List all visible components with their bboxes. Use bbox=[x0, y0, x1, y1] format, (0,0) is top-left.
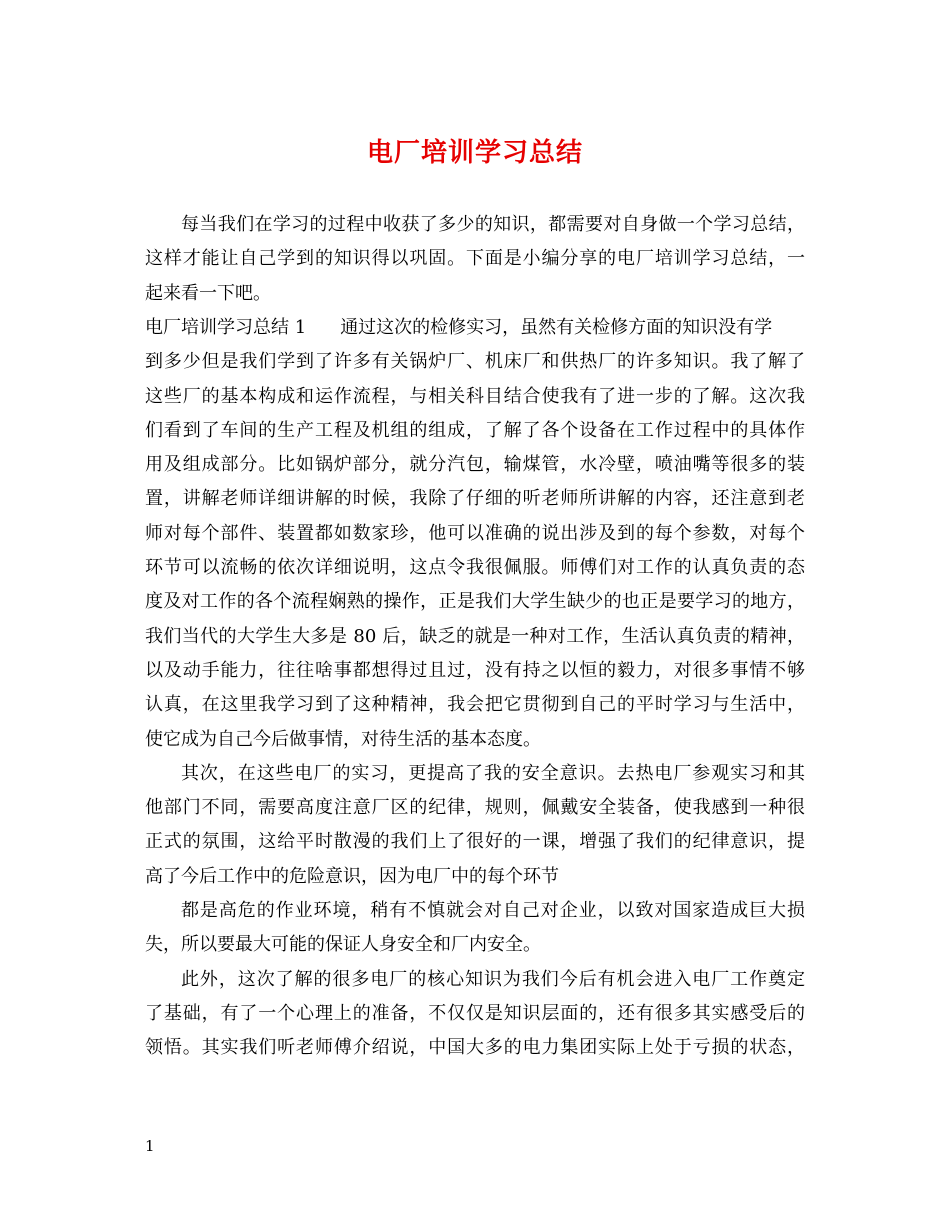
body-line: 领悟。其实我们听老师傅介绍说，中国大多的电力集团实际上处于亏损的状态， bbox=[145, 1037, 805, 1059]
body-line: 正式的氛围，这给平时散漫的我们上了很好的一课，增强了我们的纪律意识，提 bbox=[145, 831, 805, 853]
body-line: 认真，在这里我学习到了这种精神，我会把它贯彻到自己的平时学习与生活中， bbox=[145, 694, 805, 716]
body-line: 师对每个部件、装置都如数家珍，他可以准确的说出涉及到的每个参数，对每个 bbox=[145, 522, 805, 544]
body-line: 了基础，有了一个心理上的准备，不仅仅是知识层面的，还有很多其实感受后的 bbox=[145, 1002, 805, 1024]
body-line: 用及组成部分。比如锅炉部分，就分汽包，输煤管，水冷壁，喷油嘴等很多的装 bbox=[145, 454, 805, 476]
body-line: 失，所以要最大可能的保证人身安全和厂内安全。 bbox=[145, 934, 541, 956]
body-line: 使它成为自己今后做事情，对待生活的基本态度。 bbox=[145, 728, 541, 750]
body-line: 们看到了车间的生产工程及机组的组成，了解了各个设备在工作过程中的具体作 bbox=[145, 419, 805, 441]
section-first-sentence: 通过这次的检修实习，虽然有关检修方面的知识没有学 bbox=[340, 316, 773, 338]
body-line: 起来看一下吧。 bbox=[145, 282, 271, 304]
body-line: 他部门不同，需要高度注意厂区的纪律，规则，佩戴安全装备，使我感到一种很 bbox=[145, 797, 805, 819]
body-line: 都是高危的作业环境，稍有不慎就会对自己对企业，以致对国家造成巨大损 bbox=[181, 900, 805, 921]
body-line: 高了今后工作中的危险意识，因为电厂中的每个环节 bbox=[145, 865, 559, 887]
body-line: 这样才能让自己学到的知识得以巩固。下面是小编分享的电厂培训学习总结，一 bbox=[145, 248, 805, 270]
document-title: 电厂培训学习总结 bbox=[366, 138, 583, 168]
body-line: 每当我们在学习的过程中收获了多少的知识，都需要对自身做一个学习总结， bbox=[181, 214, 805, 235]
section-heading: 电厂培训学习总结 1 bbox=[145, 316, 307, 338]
body-line: 度及对工作的各个流程娴熟的操作，正是我们大学生缺少的也正是要学习的地方， bbox=[145, 591, 805, 613]
body-line: 到多少但是我们学到了许多有关锅炉厂、机床厂和供热厂的许多知识。我了解了 bbox=[145, 351, 805, 373]
body-line: 置，讲解老师详细讲解的时候，我除了仔细的听老师所讲解的内容，还注意到老 bbox=[145, 488, 805, 510]
body-line: 这些厂的基本构成和运作流程，与相关科目结合使我有了进一步的了解。这次我 bbox=[145, 385, 805, 407]
body-line: 此外，这次了解的很多电厂的核心知识为我们今后有机会进入电厂工作奠定 bbox=[181, 968, 805, 990]
body-line: 其次，在这些电厂的实习，更提高了我的安全意识。去热电厂参观实习和其 bbox=[181, 762, 805, 784]
body-line: 我们当代的大学生大多是 80 后，缺乏的就是一种对工作，生活认真负责的精神， bbox=[145, 625, 805, 647]
body-line: 环节可以流畅的依次详细说明，这点令我很佩服。师傅们对工作的认真负责的态 bbox=[145, 557, 805, 578]
body-line: 以及动手能力，往往啥事都想得过且过，没有持之以恒的毅力，对很多事情不够 bbox=[145, 659, 805, 681]
section-heading-line bbox=[145, 313, 805, 343]
page-number: 1 bbox=[145, 1137, 155, 1155]
